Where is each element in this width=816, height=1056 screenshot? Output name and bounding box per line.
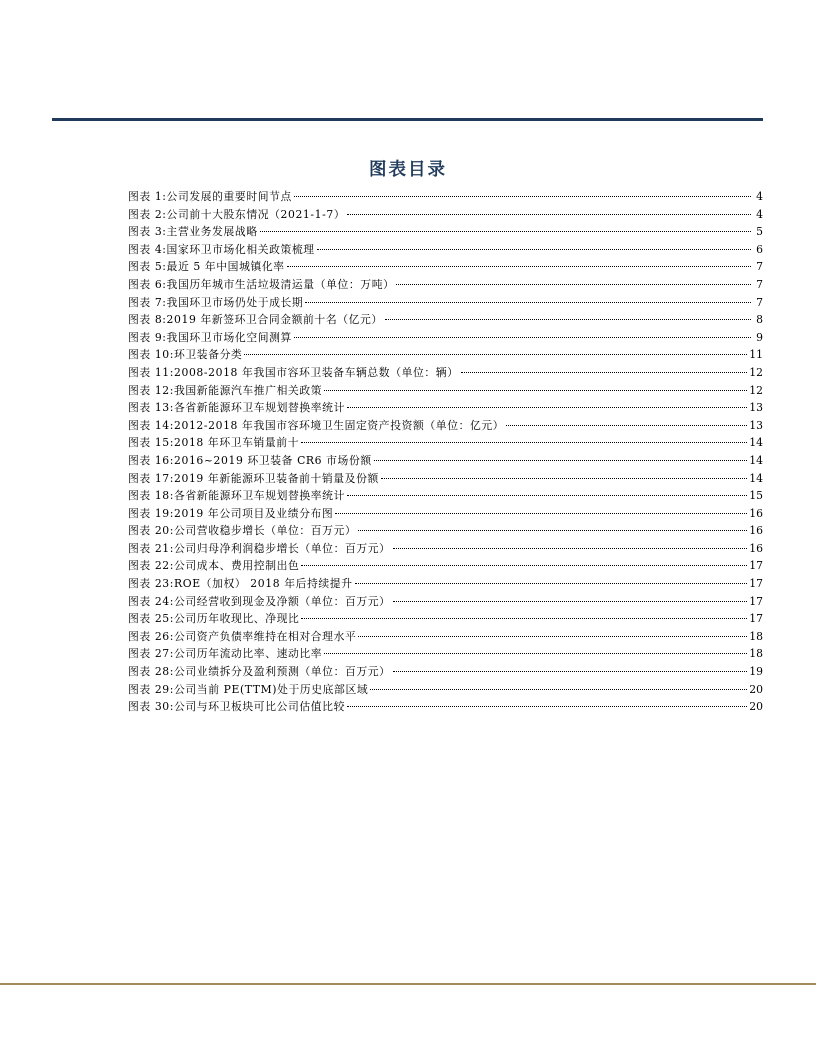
toc-dot-leader [324,390,747,391]
toc-dot-leader [287,266,751,267]
toc-entry-page-number[interactable]: 8 [756,313,763,327]
toc-entry-label: 图表 11: [128,365,175,379]
toc-entry[interactable] [128,522,763,540]
footer-rule [0,983,816,985]
toc-entry-title[interactable]: 公司经营收到现金及净额（单位：百万元） [174,594,391,608]
toc-dot-leader [374,460,748,461]
header-rule [52,118,763,121]
toc-entry-title[interactable]: 公司发展的重要时间节点 [166,190,292,203]
toc-entry[interactable] [128,311,763,329]
toc-entry[interactable] [128,452,763,470]
toc-entry-title[interactable]: 公司成本、费用控制出色 [174,559,300,573]
toc-dot-leader [506,425,747,426]
toc-entry-label: 图表 20: [128,524,175,538]
toc-entry-label: 图表 19: [128,506,175,520]
toc-entry-label: 图表 2: [128,207,167,221]
toc-dot-leader [393,548,748,549]
toc-entry-label: 图表 3: [128,225,167,239]
toc-entry-label: 图表 4: [128,242,167,256]
toc-entry-title[interactable]: 公司资产负债率维持在相对合理水平 [174,629,357,643]
toc-entry-label: 图表 8: [128,313,167,327]
toc-dot-leader [317,249,751,250]
toc-entry[interactable] [128,188,763,206]
toc-entry-label: 图表 1: [128,190,167,203]
toc-entry[interactable] [128,628,763,646]
toc-entry-page-number[interactable]: 4 [756,190,763,203]
toc-entry-title[interactable]: 2019 年公司项目及业绩分布图 [174,506,334,520]
toc-entry-page-number[interactable]: 20 [749,700,763,714]
toc-entry-label: 图表 10: [128,348,175,362]
toc-entry-label: 图表 26: [128,629,175,643]
toc-entry-title[interactable]: 国家环卫市场化相关政策梳理 [166,242,315,256]
toc-dot-leader [347,407,747,408]
toc-entry-label: 图表 15: [128,436,175,450]
toc-entry-label: 图表 28: [128,665,175,679]
toc-entry-title[interactable]: 2019 年新能源环卫装备前十销量及份额 [174,471,379,485]
toc-entry[interactable] [128,487,763,505]
toc-dot-leader [347,495,747,496]
toc-entry-page-number[interactable]: 14 [749,471,763,485]
toc-entry-page-number[interactable]: 16 [749,524,763,538]
toc-entry[interactable] [128,575,763,593]
toc-dot-leader [393,601,748,602]
toc-entry-label: 图表 30: [128,700,175,714]
toc-entry-page-number[interactable]: 14 [749,453,763,467]
toc-entry-label: 图表 25: [128,612,175,626]
toc-dot-leader [393,671,748,672]
toc-entry[interactable] [128,505,763,523]
toc-entry-page-number[interactable]: 18 [749,629,763,643]
toc-entry[interactable] [128,434,763,452]
toc-entry-page-number[interactable]: 13 [749,418,763,432]
toc-entry[interactable] [128,329,763,347]
toc-entry-title[interactable]: 各省新能源环卫车规划替换率统计 [174,401,345,415]
toc-entry-label: 图表 9: [128,330,167,344]
toc-entry-page-number[interactable]: 18 [749,647,763,661]
toc-entry[interactable] [128,557,763,575]
toc-entry-page-number[interactable]: 7 [756,295,763,309]
toc-entry-page-number[interactable]: 17 [749,594,763,608]
toc-entry-label: 图表 21: [128,541,175,555]
toc-entry-label: 图表 22: [128,559,175,573]
toc-entry-page-number[interactable]: 17 [749,577,763,591]
toc-entry-label: 图表 5: [128,260,167,274]
toc-entry-title[interactable]: 2019 年新签环卫合同金额前十名（亿元） [166,313,383,327]
toc-entry[interactable] [128,698,763,716]
page-title: 图表目录 [369,159,447,180]
toc-entry[interactable] [128,417,763,435]
toc-entry-title[interactable]: 公司与环卫板块可比公司估值比较 [174,700,345,714]
toc-entry-label: 图表 24: [128,594,175,608]
toc-dot-leader [347,214,751,215]
toc-dot-leader [301,618,747,619]
toc-entry-title[interactable]: 2016~2019 环卫装备 CR6 市场份额 [174,453,372,467]
toc-entry[interactable] [128,223,763,241]
toc-entry-title[interactable]: ROE（加权） 2018 年后持续提升 [174,577,353,591]
toc-entry-page-number[interactable]: 15 [749,489,763,503]
toc-entry[interactable] [128,470,763,488]
toc-entry-page-number[interactable]: 16 [749,541,763,555]
toc-entry[interactable] [128,663,763,681]
toc-dot-leader [358,636,747,637]
toc-list [128,188,763,716]
toc-entry-title[interactable]: 公司营收稳步增长（单位：百万元） [174,524,357,538]
toc-entry[interactable] [128,241,763,259]
toc-entry-page-number[interactable]: 17 [749,612,763,626]
toc-entry-page-number[interactable]: 16 [749,506,763,520]
toc-dot-leader [324,653,747,654]
toc-entry-title[interactable]: 公司历年收现比、净现比 [174,612,300,626]
toc-entry-page-number[interactable]: 6 [756,242,763,256]
toc-dot-leader [301,565,747,566]
toc-entry-label: 图表 6: [128,277,167,291]
toc-entry-page-number[interactable]: 5 [756,225,763,239]
toc-entry-page-number[interactable]: 7 [756,277,763,291]
toc-dot-leader [370,689,747,690]
toc-entry[interactable] [128,364,763,382]
toc-entry-label: 图表 13: [128,401,175,415]
toc-entry[interactable] [128,294,763,312]
toc-entry-title[interactable]: 2012-2018 年我国市容环境卫生固定资产投资额（单位：亿元） [174,418,505,432]
toc-entry[interactable] [128,206,763,224]
toc-dot-leader [305,302,751,303]
toc-entry-title[interactable]: 2018 年环卫车销量前十 [174,436,300,450]
toc-entry[interactable] [128,593,763,611]
toc-entry-title[interactable]: 公司业绩拆分及盈利预测（单位：百万元） [174,665,391,679]
toc-entry-page-number[interactable]: 13 [749,401,763,415]
toc-dot-leader [244,354,747,355]
toc-entry-title[interactable]: 2008-2018 年我国市容环卫装备车辆总数（单位：辆） [174,365,459,379]
toc-entry-title[interactable]: 最近 5 年中国城镇化率 [166,260,285,274]
toc-dot-leader [385,319,751,320]
toc-entry-page-number[interactable]: 17 [749,559,763,573]
toc-entry[interactable] [128,258,763,276]
toc-entry-page-number[interactable]: 9 [756,330,763,344]
toc-entry[interactable] [128,399,763,417]
toc-entry-title[interactable]: 公司当前 PE(TTM)处于历史底部区域 [174,682,369,696]
toc-dot-leader [347,706,747,707]
toc-dot-leader [358,530,747,531]
toc-entry-title[interactable]: 公司历年流动比率、速动比率 [174,647,323,661]
toc-entry[interactable] [128,276,763,294]
toc-entry[interactable] [128,610,763,628]
toc-entry-title[interactable]: 我国环卫市场化空间测算 [166,330,292,344]
toc-dot-leader [355,583,748,584]
toc-dot-leader [260,231,751,232]
toc-entry-page-number[interactable]: 11 [749,348,763,362]
toc-dot-leader [294,337,751,338]
toc-entry-label: 图表 29: [128,682,175,696]
toc-entry-label: 图表 7: [128,295,167,309]
toc-entry-label: 图表 17: [128,471,175,485]
toc-dot-leader [294,196,751,197]
toc-entry-page-number[interactable]: 12 [749,383,763,397]
toc-entry-label: 图表 12: [128,383,175,397]
toc-entry-page-number[interactable]: 7 [756,260,763,274]
toc-entry-label: 图表 23: [128,577,175,591]
toc-entry[interactable] [128,346,763,364]
toc-dot-leader [396,284,751,285]
toc-entry-label: 图表 18: [128,489,175,503]
toc-entry-title[interactable]: 我国历年城市生活垃圾清运量（单位：万吨） [166,277,395,291]
toc-entry[interactable] [128,645,763,663]
toc-entry-title[interactable]: 公司归母净利润稳步增长（单位：百万元） [174,541,391,555]
toc-dot-leader [335,513,747,514]
toc-entry-label: 图表 27: [128,647,175,661]
toc-entry-title[interactable]: 我国新能源汽车推广相关政策 [174,383,323,397]
toc-entry[interactable] [128,540,763,558]
toc-entry-page-number[interactable]: 14 [749,436,763,450]
toc-entry-label: 图表 16: [128,453,175,467]
toc-entry-title[interactable]: 公司前十大股东情况（2021-1-7） [166,207,346,221]
toc-entry-page-number[interactable]: 4 [756,207,763,221]
toc-entry-page-number[interactable]: 12 [749,365,763,379]
toc-entry[interactable] [128,681,763,699]
toc-dot-leader [381,478,747,479]
toc-entry-title[interactable]: 环卫装备分类 [174,348,243,362]
toc-entry-label: 图表 14: [128,418,175,432]
toc-dot-leader [301,442,747,443]
toc-entry-title[interactable]: 我国环卫市场仍处于成长期 [166,295,304,309]
toc-entry-page-number[interactable]: 20 [749,682,763,696]
toc-entry[interactable] [128,382,763,400]
toc-entry-title[interactable]: 主营业务发展战略 [166,225,258,239]
toc-dot-leader [461,372,748,373]
toc-entry-page-number[interactable]: 19 [749,665,763,679]
toc-entry-title[interactable]: 各省新能源环卫车规划替换率统计 [174,489,345,503]
